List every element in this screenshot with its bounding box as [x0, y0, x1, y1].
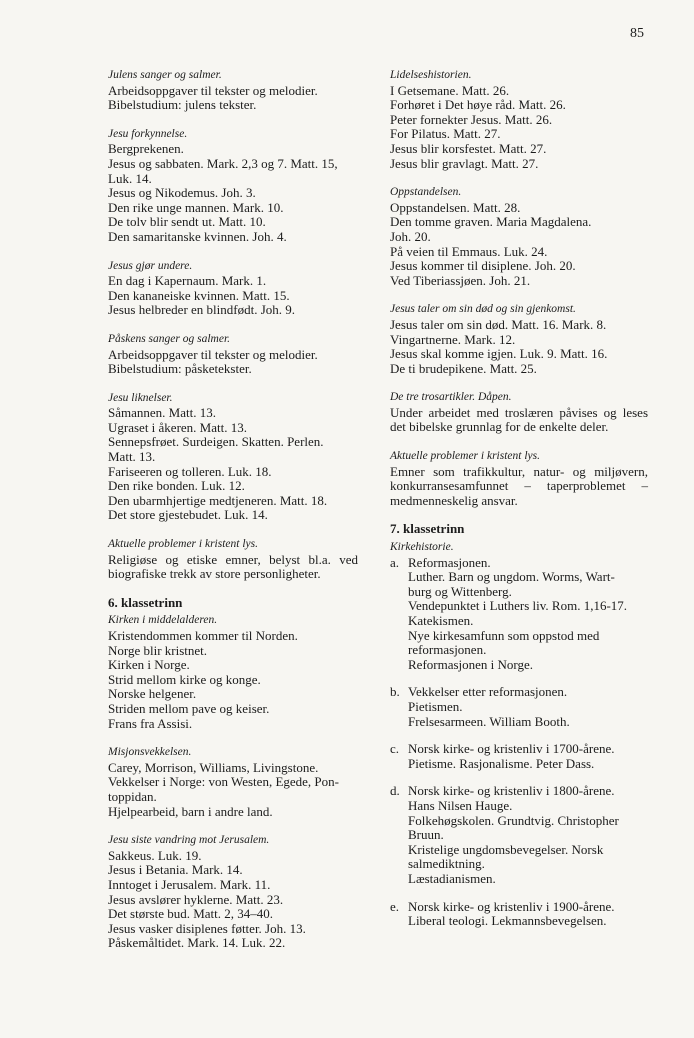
- text-line: Arbeidsoppgaver til tekster og melodier.: [108, 82, 318, 98]
- text-line: Reformasjonen i Norge.: [408, 656, 534, 672]
- text-line: Påskemåltidet. Mark. 14. Luk. 22.: [108, 935, 286, 951]
- text-line: Jesus i Betania. Mark. 14.: [108, 862, 243, 878]
- text-line: burg og Wittenberg.: [408, 583, 512, 599]
- text-line: Norske helgener.: [108, 686, 197, 702]
- item-letter: b.: [390, 684, 400, 700]
- lettered-item: [390, 685, 648, 729]
- lettered-item: [390, 742, 648, 771]
- section-heading: Oppstandelsen.: [390, 186, 462, 199]
- section-heading: Påskens sanger og salmer.: [108, 332, 231, 345]
- paragraph: Emner som trafikkultur, natur- og miljøvern, konkurransesamfunnet – taperproblemet – medmenneskelig ansvar.: [390, 463, 648, 508]
- grade-heading: 7. klassetrinn: [390, 521, 465, 537]
- item-body: [408, 900, 648, 929]
- text-line: Norsk kirke- og kristenliv i 1900-årene.: [408, 898, 615, 914]
- section-heading: Kirken i middelalderen.: [108, 614, 218, 627]
- item-body: [408, 784, 648, 886]
- text-line: Kristelige ungdomsbevegelser. Norsk: [408, 841, 604, 857]
- text-line: Den rike bonden. Luk. 12.: [108, 478, 245, 494]
- text-line: Bergprekenen.: [108, 141, 184, 157]
- section-heading: Jesu liknelser.: [108, 391, 173, 404]
- paragraph: Under arbeidet med troslæren påvises og leses det bibelske grunnlag for de enkelte deler.: [390, 404, 648, 435]
- text-line: Joh. 20.: [390, 228, 431, 244]
- left-column: [108, 68, 358, 965]
- text-line: Det største bud. Matt. 2, 34–40.: [108, 906, 274, 922]
- text-line: Norge blir kristnet.: [108, 642, 208, 658]
- text-line: Sennepsfrøet. Surdeigen. Skatten. Perlen.: [108, 434, 324, 450]
- item-body: [408, 556, 648, 673]
- text-line: Jesus helbreder en blindfødt. Joh. 9.: [108, 302, 296, 318]
- content-section: [108, 127, 358, 245]
- text-line: Reformasjonen.: [408, 554, 491, 570]
- text-line: Ugraset i åkeren. Matt. 13.: [108, 419, 247, 435]
- text-line: Luther. Barn og ungdom. Worms, Wart-: [408, 569, 615, 585]
- content-section: [108, 613, 358, 731]
- content-section: [390, 390, 648, 435]
- text-line: En dag i Kapernaum. Mark. 1.: [108, 273, 267, 289]
- text-line: Norsk kirke- og kristenliv i 1800-årene.: [408, 783, 615, 799]
- text-line: Kristendommen kommer til Norden.: [108, 628, 298, 643]
- text-line: Arbeidsoppgaver til tekster og melodier.: [108, 346, 318, 362]
- text-line: Bibelstudium: julens tekster.: [108, 97, 257, 113]
- text-line: Den tomme graven. Maria Magdalena.: [390, 214, 592, 230]
- item-letter: a.: [390, 554, 400, 570]
- section-heading: Misjonsvekkelsen.: [108, 746, 192, 759]
- text-line: Strid mellom kirke og konge.: [108, 671, 261, 687]
- text-line: toppidan.: [108, 788, 157, 804]
- text-line: Matt. 13.: [108, 449, 156, 465]
- text-line: Frelsesarmeen. William Booth.: [408, 713, 570, 729]
- text-line: reformasjonen.: [408, 642, 487, 658]
- content-section: [108, 259, 358, 318]
- text-line: Den kananeiske kvinnen. Matt. 15.: [108, 287, 290, 303]
- text-line: Den rike unge mannen. Mark. 10.: [108, 199, 284, 215]
- text-line: Pietismen.: [408, 698, 463, 714]
- text-line: Kirken i Norge.: [108, 657, 190, 673]
- text-line: Vendepunktet i Luthers liv. Rom. 1,16-17.: [408, 598, 628, 614]
- text-line: Bruun.: [408, 827, 444, 843]
- text-line: Jesus kommer til disiplene. Joh. 20.: [390, 258, 576, 274]
- text-line: Sakkeus. Luk. 19.: [108, 847, 202, 863]
- text-line: Det store gjestebudet. Luk. 14.: [108, 507, 268, 523]
- text-line: Vekkelser etter reformasjonen.: [408, 684, 568, 700]
- text-line: Striden mellom pave og keiser.: [108, 700, 270, 716]
- text-line: Såmannen. Matt. 13.: [108, 405, 216, 421]
- item-letter: e.: [390, 898, 400, 914]
- text-line: Jesus taler om sin død. Matt. 16. Mark. 8.: [390, 316, 607, 332]
- lettered-item: [390, 784, 648, 886]
- paragraph: Religiøse og etiske emner, belyst bl.a. ved biografiske trekk av store personligheter.: [108, 551, 358, 582]
- text-line: Jesus og sabbaten. Mark. 2,3 og 7. Matt. 15,: [108, 155, 338, 171]
- text-line: Vingartnerne. Mark. 12.: [390, 331, 516, 347]
- content-section: [390, 449, 648, 508]
- section-heading: Aktuelle problemer i kristent lys.: [390, 450, 540, 463]
- text-line: Liberal teologi. Lekmannsbevegelsen.: [408, 913, 607, 929]
- content-section: [390, 302, 648, 376]
- text-line: Jesus blir gravlagt. Matt. 27.: [390, 155, 539, 171]
- section-heading: Jesus gjør undere.: [108, 259, 193, 272]
- text-line: Fariseeren og tolleren. Luk. 18.: [108, 463, 272, 479]
- text-line: Frans fra Assisi.: [108, 715, 193, 731]
- text-line: I Getsemane. Matt. 26.: [390, 82, 510, 98]
- text-line: På veien til Emmaus. Luk. 24.: [390, 243, 548, 259]
- text-line: Bibelstudium: påsketekster.: [108, 361, 252, 377]
- text-line: De ti brudepikene. Matt. 25.: [390, 360, 537, 376]
- text-line: Luk. 14.: [108, 170, 152, 186]
- text-line: Vekkelser i Norge: von Westen, Egede, Pon-: [108, 774, 339, 790]
- text-line: Inntoget i Jerusalem. Mark. 11.: [108, 876, 271, 892]
- page-number: 85: [630, 26, 644, 41]
- right-column: [390, 68, 648, 942]
- content-section: [108, 833, 358, 951]
- item-letter: c.: [390, 741, 400, 757]
- content-section: [108, 537, 358, 582]
- lettered-item: [390, 900, 648, 929]
- text-line: Jesus skal komme igjen. Luk. 9. Matt. 16.: [390, 346, 608, 362]
- item-letter: d.: [390, 783, 400, 799]
- text-line: Pietisme. Rasjonalisme. Peter Dass.: [408, 755, 595, 771]
- content-section: [390, 68, 648, 171]
- section-heading: Lidelseshistorien.: [390, 69, 472, 81]
- text-line: Katekismen.: [408, 613, 474, 628]
- content-section: [108, 391, 358, 523]
- lettered-item: [390, 556, 648, 673]
- text-line: Norsk kirke- og kristenliv i 1700-årene.: [408, 741, 615, 757]
- content-section: [108, 745, 358, 819]
- text-line: Jesus blir korsfestet. Matt. 27.: [390, 140, 547, 156]
- text-line: Hans Nilsen Hauge.: [408, 797, 513, 813]
- text-line: Jesus vasker disiplenes føtter. Joh. 13.: [108, 920, 306, 936]
- text-line: Folkehøgskolen. Grundtvig. Christopher: [408, 812, 619, 828]
- item-body: [408, 685, 648, 729]
- text-line: Jesus avslører hyklerne. Matt. 23.: [108, 891, 284, 907]
- item-body: [408, 742, 648, 771]
- text-line: Hjelpearbeid, barn i andre land.: [108, 803, 273, 819]
- section-heading: Jesus taler om sin død og sin gjenkomst.: [390, 303, 576, 316]
- text-line: For Pilatus. Matt. 27.: [390, 126, 501, 142]
- text-line: Carey, Morrison, Williams, Livingstone.: [108, 759, 319, 775]
- text-line: Ved Tiberiassjøen. Joh. 21.: [390, 272, 531, 288]
- text-line: Nye kirkesamfunn som oppstod med: [408, 627, 600, 643]
- text-line: Forhøret i Det høye råd. Matt. 26.: [390, 97, 566, 113]
- section-heading: Jesu forkynnelse.: [108, 127, 188, 140]
- text-line: Oppstandelsen. Matt. 28.: [390, 199, 521, 215]
- text-line: Jesus og Nikodemus. Joh. 3.: [108, 185, 256, 201]
- grade-heading: 6. klassetrinn: [108, 594, 183, 610]
- text-line: Den ubarmhjertige medtjeneren. Matt. 18.: [108, 492, 328, 508]
- content-section: [108, 68, 358, 113]
- section-heading: De tre trosartikler. Dåpen.: [390, 391, 512, 404]
- text-line: Den samaritanske kvinnen. Joh. 4.: [108, 228, 287, 244]
- text-line: salmediktning.: [408, 856, 485, 872]
- content-section: [390, 185, 648, 288]
- section-heading: Jesu siste vandring mot Jerusalem.: [108, 834, 270, 847]
- content-section: [108, 332, 358, 377]
- section-heading: Julens sanger og salmer.: [108, 69, 222, 81]
- section-heading: Aktuelle problemer i kristent lys.: [108, 538, 258, 551]
- text-line: Peter fornekter Jesus. Matt. 26.: [390, 111, 553, 127]
- section-heading: Kirkehistorie.: [390, 541, 454, 554]
- text-line: Læstadianismen.: [408, 870, 496, 886]
- text-line: De tolv blir sendt ut. Matt. 10.: [108, 214, 266, 230]
